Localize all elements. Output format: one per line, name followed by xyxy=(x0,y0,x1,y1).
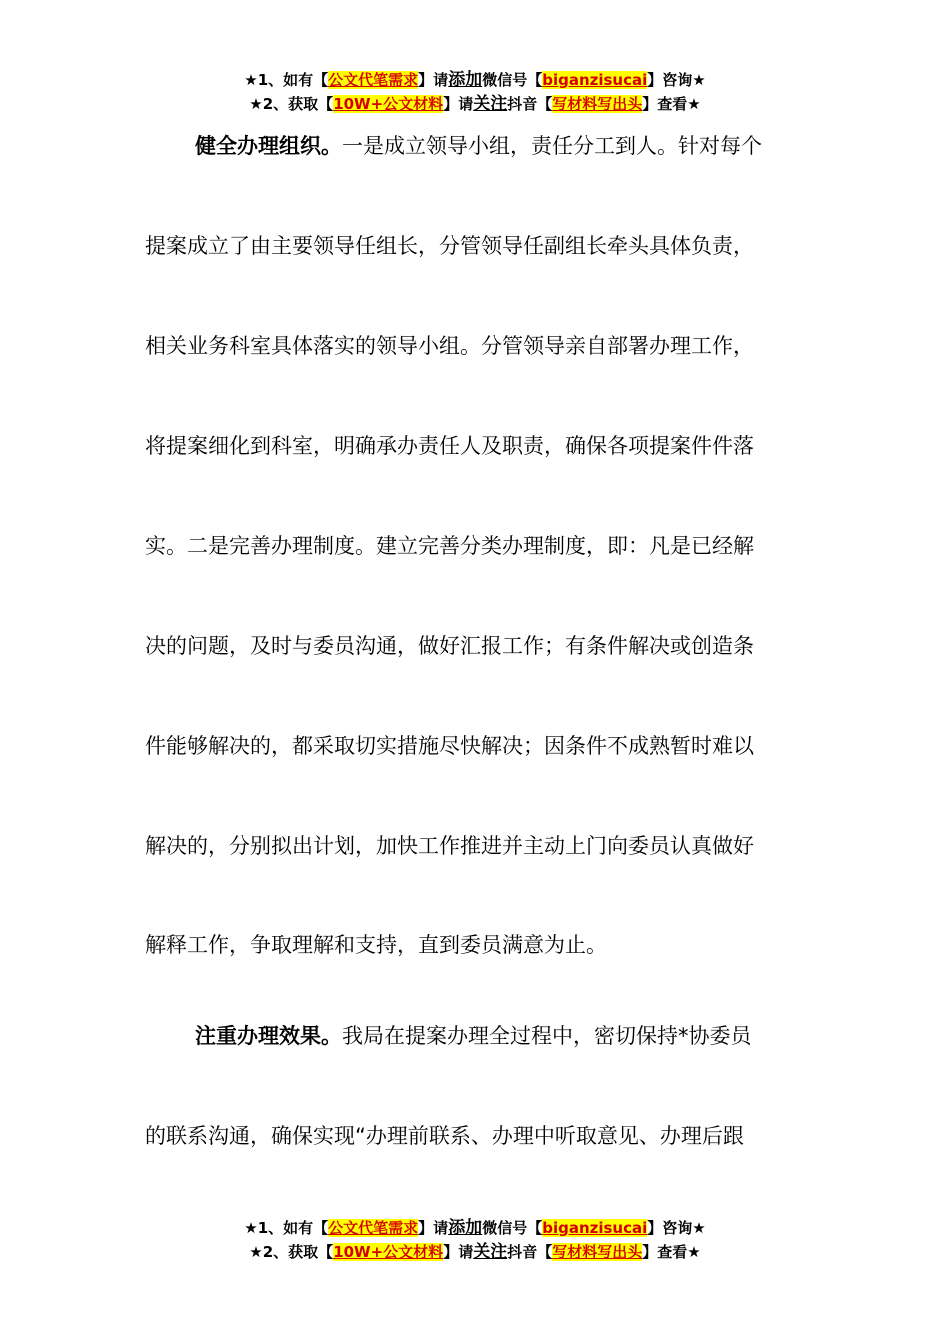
header-banner xyxy=(0,68,950,116)
highlight-text: 写材料写出头 xyxy=(552,1243,643,1261)
banner-line-2 xyxy=(0,92,950,116)
paragraph-line: 件能够解决的，都采取切实措施尽快解决；因条件不成熟暂时难以 xyxy=(145,734,754,758)
banner-text: 】请 xyxy=(443,95,474,113)
highlight-text: 公文代笔需求 xyxy=(328,1219,419,1237)
paragraph-line xyxy=(195,130,762,160)
emphasis-text: 关注 xyxy=(473,94,508,114)
banner-text: 】请 xyxy=(418,1219,449,1237)
banner-line-2 xyxy=(0,1240,950,1264)
emphasis-text: 添加 xyxy=(448,70,483,90)
paragraph-text: 一是成立领导小组，责任分工到人。针对每个 xyxy=(342,134,762,158)
banner-line-1 xyxy=(0,68,950,92)
paragraph-line: 决的问题，及时与委员沟通，做好汇报工作；有条件解决或创造条 xyxy=(145,634,754,658)
highlight-text: 10W+公文材料 xyxy=(333,1243,444,1261)
paragraph-line: 解决的，分别拟出计划，加快工作推进并主动上门向委员认真做好 xyxy=(145,834,754,858)
banner-text: 】咨询★ xyxy=(647,71,706,89)
banner-text: 微信号【 xyxy=(482,1219,543,1237)
paragraph-line: 实。二是完善办理制度。建立完善分类办理制度，即：凡是已经解 xyxy=(145,534,754,558)
paragraph-lead: 注重办理效果。 xyxy=(195,1024,342,1048)
emphasis-text: 添加 xyxy=(448,1218,483,1238)
banner-text: 】请 xyxy=(443,1243,474,1261)
banner-text: ★2、获取【 xyxy=(249,1243,334,1261)
highlight-text: 公文代笔需求 xyxy=(328,71,419,89)
highlight-text: biganzisucai xyxy=(542,1219,648,1237)
paragraph-lead: 健全办理组织。 xyxy=(195,134,342,158)
emphasis-text: 关注 xyxy=(473,1242,508,1262)
banner-text: 抖音【 xyxy=(507,1243,553,1261)
banner-text: ★2、获取【 xyxy=(249,95,334,113)
paragraph-line: 将提案细化到科室，明确承办责任人及职责，确保各项提案件件落 xyxy=(145,434,754,458)
paragraph-line xyxy=(195,1020,752,1050)
banner-line-1 xyxy=(0,1216,950,1240)
highlight-text: biganzisucai xyxy=(542,71,648,89)
banner-text: ★1、如有【 xyxy=(244,1219,329,1237)
footer-banner xyxy=(0,1216,950,1264)
banner-text: 】查看★ xyxy=(642,95,701,113)
banner-text: 】咨询★ xyxy=(647,1219,706,1237)
paragraph-line: 解释工作，争取理解和支持，直到委员满意为止。 xyxy=(145,933,607,957)
banner-text: ★1、如有【 xyxy=(244,71,329,89)
banner-text: 】请 xyxy=(418,71,449,89)
paragraph-text: 我局在提案办理全过程中，密切保持*协委员 xyxy=(342,1024,752,1048)
paragraph-line: 相关业务科室具体落实的领导小组。分管领导亲自部署办理工作， xyxy=(145,334,754,358)
banner-text: 】查看★ xyxy=(642,1243,701,1261)
banner-text: 抖音【 xyxy=(507,95,553,113)
paragraph-line: 的联系沟通，确保实现“办理前联系、办理中听取意见、办理后跟 xyxy=(145,1124,744,1148)
highlight-text: 10W+公文材料 xyxy=(333,95,444,113)
paragraph-line: 提案成立了由主要领导任组长，分管领导任副组长牵头具体负责， xyxy=(145,234,754,258)
highlight-text: 写材料写出头 xyxy=(552,95,643,113)
banner-text: 微信号【 xyxy=(482,71,543,89)
